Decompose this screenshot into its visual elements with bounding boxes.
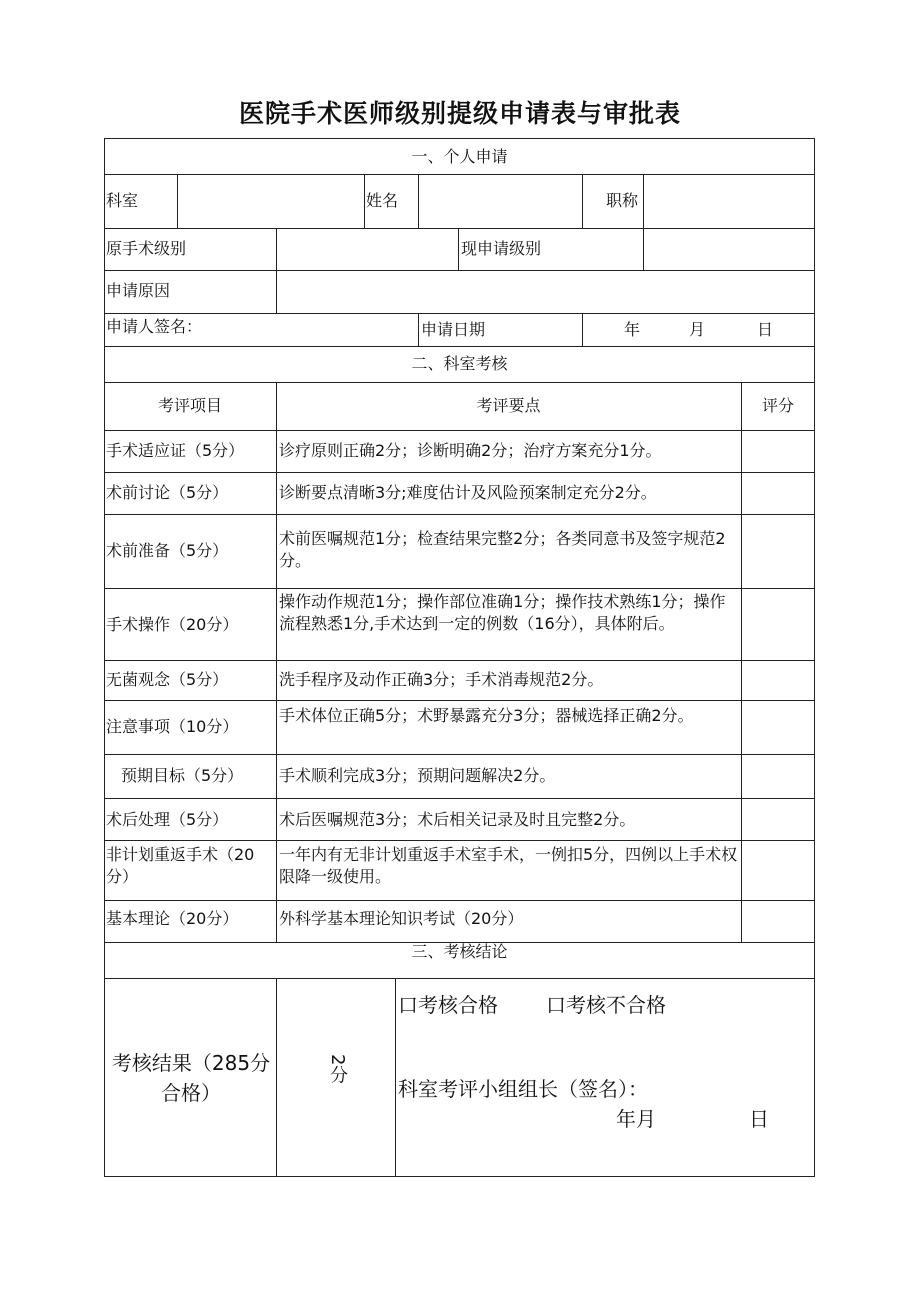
row-item: 预期目标（5分） <box>121 766 244 785</box>
dept-label: 科室 <box>106 191 139 210</box>
orig-level-label: 原手术级别 <box>106 239 187 258</box>
row-points: 一年内有无非计划重返手术室手术，一例扣5分，四例以上手术权限降一级使用。 <box>279 845 738 886</box>
job-title-label: 职称 <box>606 191 639 210</box>
form-title: 医院手术医师级别提级申请表与审批表 <box>238 99 681 128</box>
fail-option: 口考核不合格 <box>546 993 666 1017</box>
row-points: 洗手程序及动作正确3分；手术消毒规范2分。 <box>279 670 604 689</box>
row-points: 诊断要点清晰3分;难度估计及风险预案制定充分2分。 <box>279 483 657 502</box>
date-day: 日 <box>757 320 774 339</box>
row-points: 术前医嘱规范1分；检查结果完整2分；各类同意书及签字规范2分。 <box>279 529 726 570</box>
col-header-points: 考评要点 <box>476 396 541 415</box>
row-points: 手术顺利完成3分；预期问题解决2分。 <box>279 766 556 785</box>
row-item: 手术操作（20分） <box>106 615 239 634</box>
name-label: 姓名 <box>366 191 399 210</box>
col-header-item: 考评项目 <box>157 396 222 415</box>
row-item: 术前准备（5分） <box>106 541 229 560</box>
row-item: 无菌观念（5分） <box>106 670 229 689</box>
result-label: 考核结果（285分合格） <box>111 1051 271 1105</box>
conclusion-day: 日 <box>749 1107 769 1131</box>
row-points: 术后医嘱规范3分；术后相关记录及时且完整2分。 <box>279 810 636 829</box>
date-year: 年 <box>624 320 641 339</box>
section2-header: 二、科室考核 <box>411 354 508 373</box>
row-points: 诊疗原则正确2分；诊断明确2分；治疗方案充分1分。 <box>279 441 662 460</box>
row-item: 非计划重返手术（20分） <box>106 845 255 886</box>
score-value: 2分 <box>327 1054 348 1084</box>
row-points: 操作动作规范1分；操作部位准确1分；操作技术熟练1分；操作流程熟悉1分,手术达到一定的例数（16分），具体附后。 <box>279 592 726 633</box>
row-item: 术前讨论（5分） <box>106 483 229 502</box>
date-month: 月 <box>689 320 706 339</box>
signature-label: 申请人签名： <box>106 317 203 336</box>
application-form-table <box>104 138 815 1177</box>
section1-header: 一、个人申请 <box>411 147 508 166</box>
new-level-label: 现申请级别 <box>461 239 542 258</box>
row-points: 外科学基本理论知识考试（20分） <box>279 909 524 928</box>
pass-option: 口考核合格 <box>398 993 498 1017</box>
section3-header: 三、考核结论 <box>411 942 508 961</box>
row-item: 手术适应证（5分） <box>106 441 245 460</box>
row-points: 手术体位正确5分；术野暴露充分3分；器械选择正确2分。 <box>279 706 694 725</box>
leader-signature-label: 科室考评小组组长（签名）： <box>398 1077 648 1101</box>
date-label: 申请日期 <box>421 320 486 339</box>
row-item: 注意事项（10分） <box>106 717 239 736</box>
conclusion-year-month: 年月 <box>616 1107 656 1131</box>
col-header-score: 评分 <box>761 396 794 415</box>
row-item: 术后处理（5分） <box>106 810 229 829</box>
reason-label: 申请原因 <box>106 281 171 300</box>
row-item: 基本理论（20分） <box>106 909 239 928</box>
